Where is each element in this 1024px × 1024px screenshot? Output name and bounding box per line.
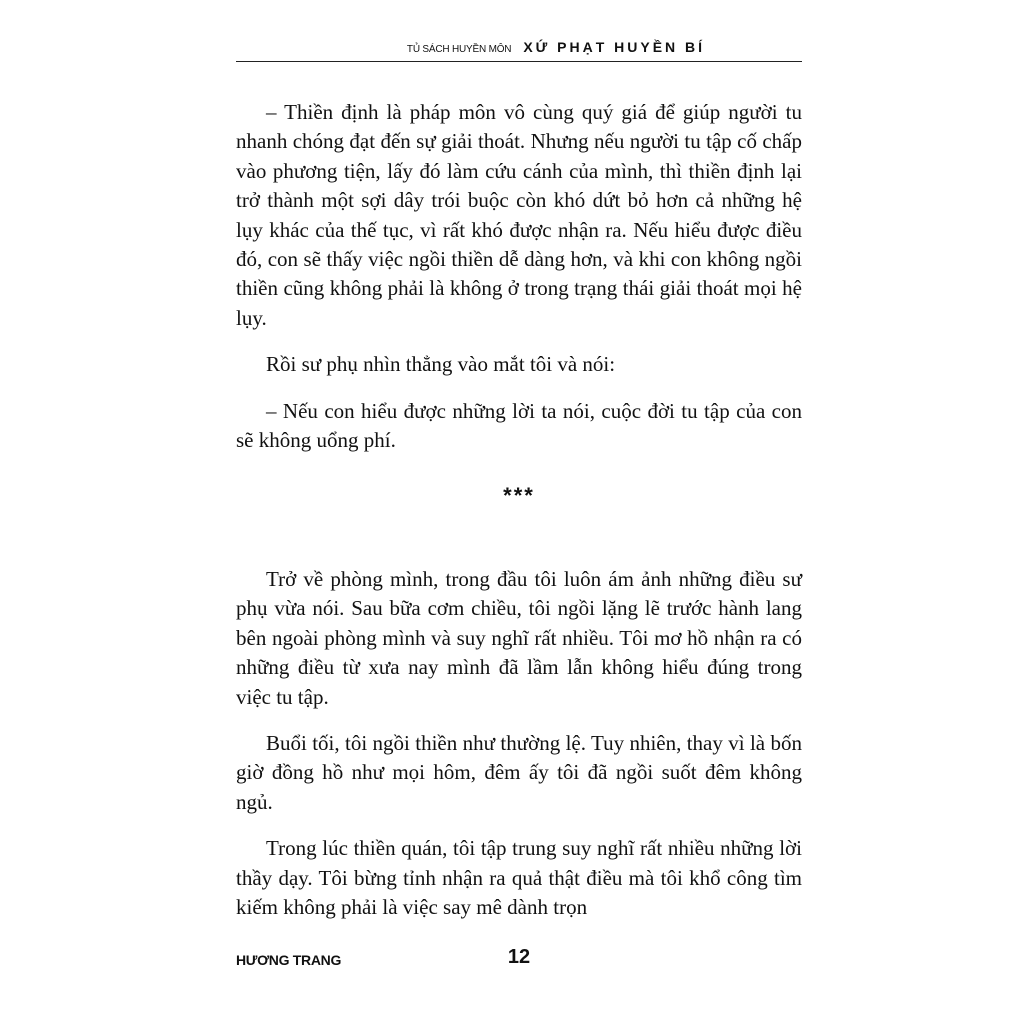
paragraph: – Nếu con hiểu được những lời ta nói, cuộc đời tu tập của con sẽ không uổng phí.	[236, 398, 802, 453]
paragraph: Trong lúc thiền quán, tôi tập trung suy nghĩ rất nhiều những lời thầy dạy. Tôi bừng tỉnh nhận ra quả thật điều mà tôi khổ công tìm kiếm không phải là việc say mê dành trọn	[236, 836, 802, 919]
running-header	[236, 34, 802, 62]
author-name: HƯƠNG TRANG	[236, 952, 342, 968]
page-number: 12	[507, 946, 531, 968]
paragraph: Buổi tối, tôi ngồi thiền như thường lệ. Tuy nhiên, thay vì là bốn giờ đồng hồ như mọi hôm, đêm ấy tôi đã ngồi suốt đêm không ngủ.	[236, 730, 802, 814]
paragraph: – Thiền định là pháp môn vô cùng quý giá để giúp người tu nhanh chóng đạt đến sự giải thoát. Nhưng nếu người tu tập cố chấp vào phương tiện, lấy đó làm cứu cánh của mình, thì thiền định lại trở thành một sợi dây trói buộc còn khó dứt bỏ hơn cả những hệ lụy khác của thế tục, vì rất khó được nhận ra. Nếu hiểu được điều đó, con sẽ thấy việc ngồi thiền dễ dàng hơn, và khi con không ngồi thiền cũng không phải là không ở trong trạng thái giải thoát mọi hệ lụy.	[236, 100, 802, 330]
section-separator: ***	[503, 483, 535, 509]
page-footer	[236, 946, 802, 972]
paragraph: Trở về phòng mình, trong đầu tôi luôn ám ảnh những điều sư phụ vừa nói. Sau bữa cơm chiều, tôi ngồi lặng lẽ trước hành lang bên ngoài phòng mình và suy nghĩ rất nhiều. Tôi mơ hồ nhận ra có những điều từ xưa nay mình đã lầm lẫn không hiểu đúng trong việc tu tập.	[236, 566, 802, 709]
paragraph: Rồi sư phụ nhìn thẳng vào mắt tôi và nói:	[266, 352, 616, 377]
series-name: TỦ SÁCH HUYỀN MÔN	[406, 44, 512, 55]
body-text	[236, 98, 802, 922]
book-title: XỨ PHẠT HUYỀN BÍ	[523, 39, 706, 55]
